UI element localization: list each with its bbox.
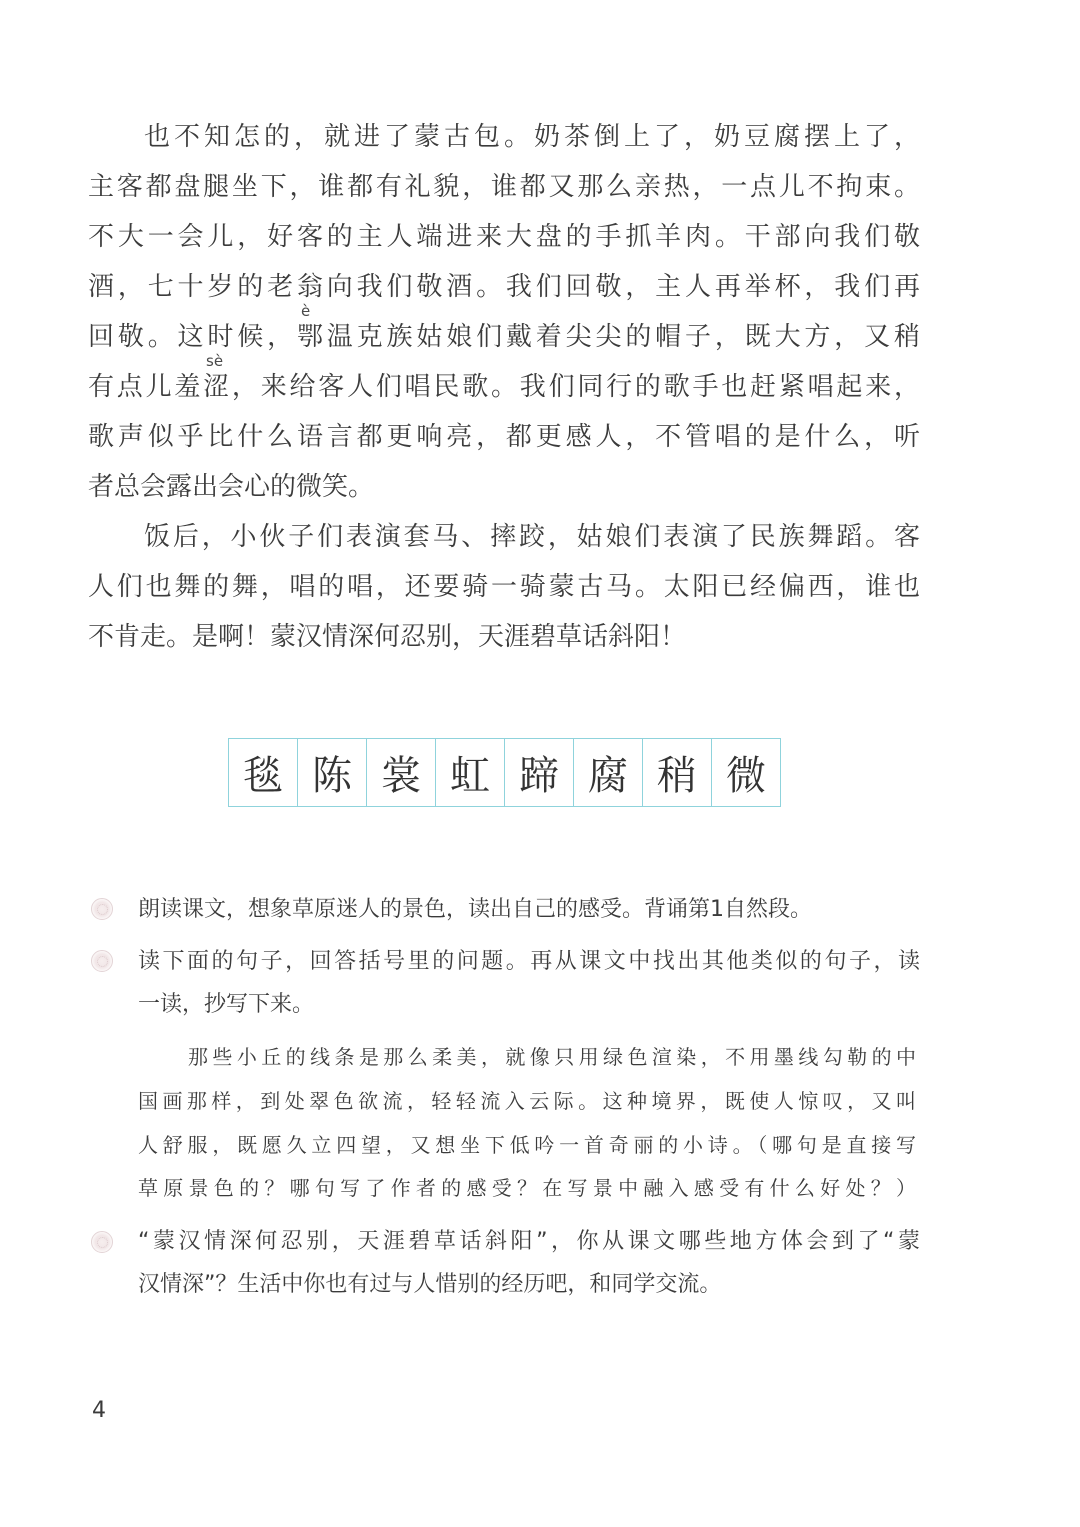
exercise-2-text: 一读，抄写下来。 bbox=[138, 992, 315, 1017]
quote-line: 国画那样，到处翠色欲流，轻轻流入云际。这种境界，既使人惊叹，又叫 bbox=[138, 1089, 916, 1113]
exercise-1-text: 朗读课文，想象草原迷人的景色，读出自己的感受。背诵第1自然段。 bbox=[138, 897, 812, 922]
body-line: 主客都盘腿坐下，谁都有礼貌，谁都又那么亲热，一点儿不拘束。 bbox=[88, 172, 920, 202]
char-cell: 裳 bbox=[367, 739, 436, 806]
exercise-bullet-icon bbox=[91, 898, 113, 920]
page-number: 4 bbox=[92, 1398, 106, 1423]
char-cell: 毯 bbox=[229, 739, 298, 806]
body-line: 人们也舞的舞，唱的唱，还要骑一骑蒙古马。太阳已经偏西，谁也 bbox=[88, 572, 920, 602]
pinyin-annotation: è bbox=[301, 302, 311, 320]
body-line: 饭后，小伙子们表演套马、摔跤，姑娘们表演了民族舞蹈。客 bbox=[144, 522, 920, 552]
char-cell: 腐 bbox=[574, 739, 643, 806]
body-line: 歌声似乎比什么语言都更响亮，都更感人，不管唱的是什么，听 bbox=[88, 422, 920, 452]
char-cell: 微 bbox=[726, 753, 766, 799]
exercise-2-text: 读下面的句子，回答括号里的问题。再从课文中找出其他类似的句子，读 bbox=[138, 949, 920, 974]
new-characters-grid bbox=[228, 738, 781, 807]
quote-line: 那些小丘的线条是那么柔美，就像只用绿色渲染，不用墨线勾勒的中 bbox=[188, 1045, 916, 1069]
char-cell: 稍 bbox=[643, 739, 712, 806]
char-cell: 虹 bbox=[436, 739, 505, 806]
body-line: 酒，七十岁的老翁向我们敬酒。我们回敬，主人再举杯，我们再 bbox=[88, 272, 920, 302]
body-line: 者总会露出会心的微笑。 bbox=[88, 472, 375, 502]
body-line: 不大一会儿，好客的主人端进来大盘的手抓羊肉。干部向我们敬 bbox=[88, 222, 920, 252]
pinyin-annotation: sè bbox=[206, 352, 224, 370]
body-line: 回敬。这时候，鄂温克族姑娘们戴着尖尖的帽子，既大方，又稍 bbox=[88, 322, 920, 352]
exercise-bullet-icon bbox=[91, 950, 113, 972]
exercise-bullet-icon bbox=[91, 1231, 113, 1253]
exercise-3-text: “蒙汉情深何忍别，天涯碧草话斜阳”，你从课文哪些地方体会到了“蒙 bbox=[138, 1229, 920, 1254]
char-cell: 陈 bbox=[298, 739, 367, 806]
body-line: 不肯走。是啊！蒙汉情深何忍别，天涯碧草话斜阳！ bbox=[88, 622, 687, 652]
body-line: 也不知怎的，就进了蒙古包。奶茶倒上了，奶豆腐摆上了， bbox=[144, 122, 920, 152]
quote-line: 人舒服，既愿久立四望，又想坐下低吟一首奇丽的小诗。（哪句是直接写 bbox=[138, 1133, 916, 1157]
exercise-3-text: 汉情深”？生活中你也有过与人惜别的经历吧，和同学交流。 bbox=[138, 1272, 722, 1297]
char-cell: 蹄 bbox=[505, 739, 574, 806]
quote-line: 草原景色的？哪句写了作者的感受？在写景中融入感受有什么好处？） bbox=[138, 1176, 916, 1200]
body-line: 有点儿羞涩，来给客人们唱民歌。我们同行的歌手也赶紧唱起来， bbox=[88, 372, 920, 402]
